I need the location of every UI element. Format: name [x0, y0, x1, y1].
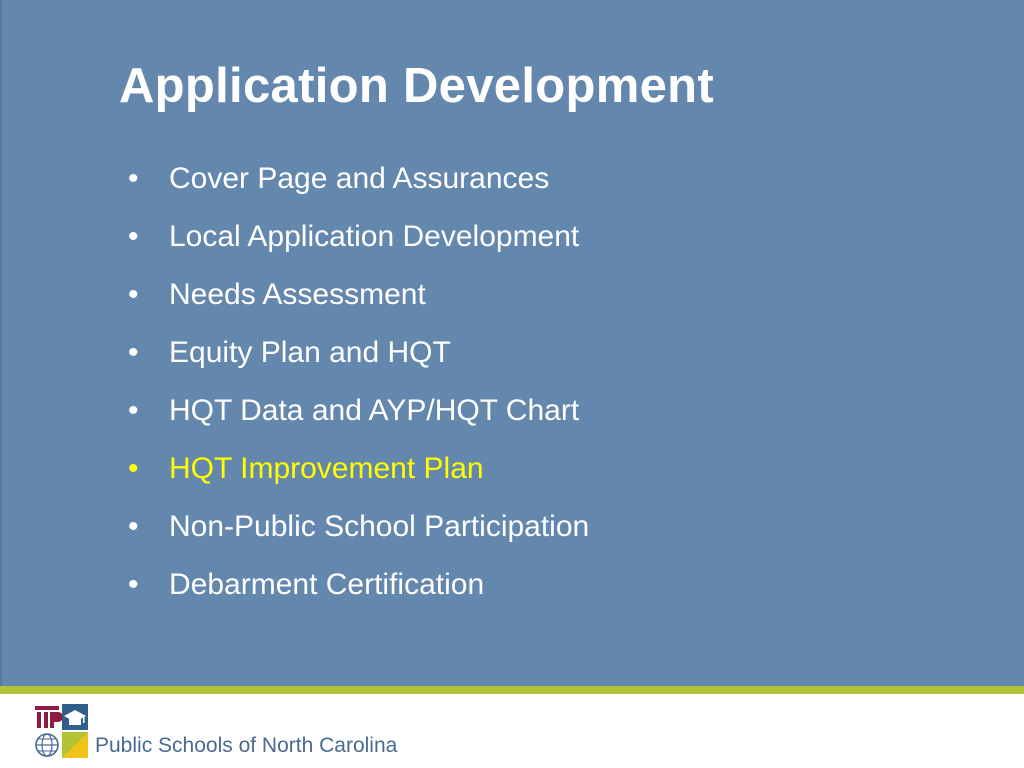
bullet-text: Local Application Development	[169, 220, 580, 253]
bullet-icon: •	[128, 220, 139, 253]
bullet-item	[128, 382, 589, 440]
bullet-icon: •	[128, 162, 139, 195]
bullet-item	[128, 208, 589, 266]
bullet-text: HQT Data and AYP/HQT Chart	[169, 394, 580, 427]
footer	[0, 694, 1024, 768]
bullet-text: HQT Improvement Plan	[169, 452, 484, 485]
bullet-text: Needs Assessment	[169, 278, 426, 311]
bullet-icon: •	[128, 510, 139, 543]
public-schools-nc-logo-icon	[34, 704, 88, 758]
bullet-text: Equity Plan and HQT	[169, 336, 451, 369]
bullet-item-highlighted	[128, 440, 589, 498]
accent-bar	[0, 686, 1024, 694]
bullet-text: Non-Public School Participation	[169, 510, 590, 543]
org-name: Public Schools of North Carolina	[95, 734, 398, 757]
bullet-item	[128, 266, 589, 324]
bullet-item	[128, 498, 589, 556]
bullet-item	[128, 150, 589, 208]
bullet-item	[128, 324, 589, 382]
bullet-icon: •	[128, 568, 139, 601]
bullet-icon: •	[128, 452, 139, 485]
bullet-list	[128, 150, 589, 614]
bullet-icon: •	[128, 336, 139, 369]
bullet-item	[128, 556, 589, 614]
bullet-text: Cover Page and Assurances	[169, 162, 550, 195]
slide-title: Application Development	[119, 59, 714, 113]
bullet-text: Debarment Certification	[169, 568, 485, 601]
bullet-icon: •	[128, 278, 139, 311]
bullet-icon: •	[128, 394, 139, 427]
